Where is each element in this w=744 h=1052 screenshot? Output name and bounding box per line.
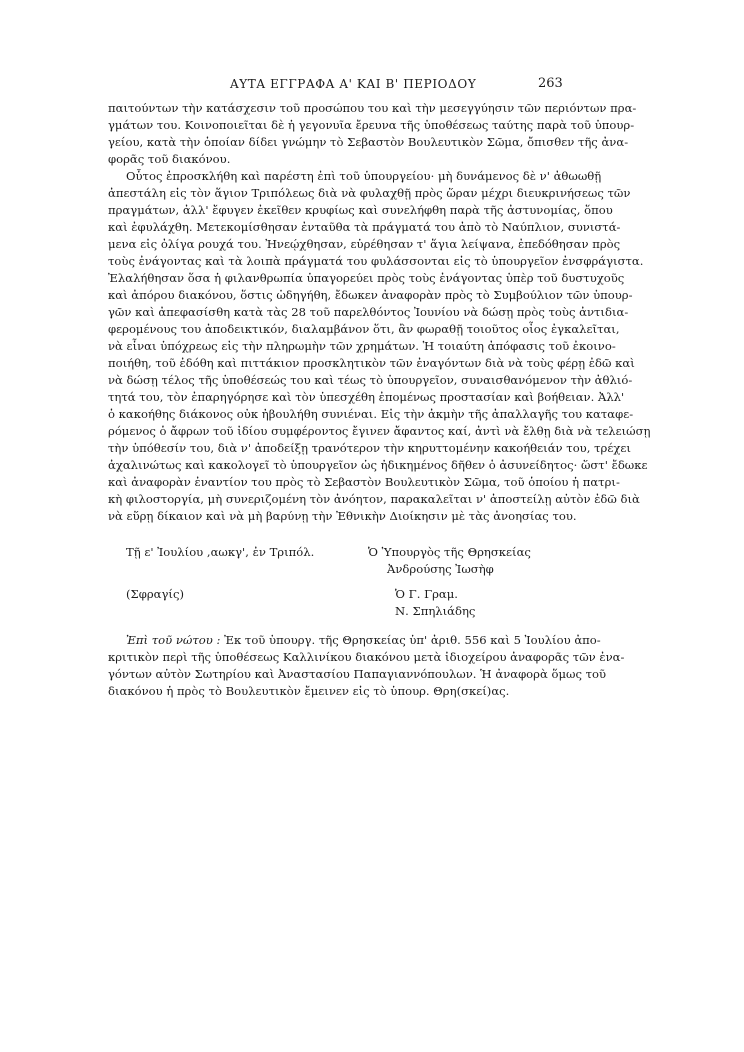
running-header-title: ΑΥΤΑ ΕΓΓΡΑΦΑ Α' ΚΑΙ Β' ΠΕΡΙΟΔΟΥ bbox=[230, 77, 477, 91]
seal-mark: (Σφραγίς) bbox=[126, 587, 184, 601]
note-text: Ἐκ τοῦ ὑπουργ. τῆς Θρησκείας ὑπ' ἀριθ. 556 καὶ 5 Ἰουλίου ἀπο- bbox=[224, 633, 601, 647]
body-line: νὰ δώσῃ τέλος τῆς ὑποθέσεώς του καὶ τέως τὸ ὑπουργεῖον, συναισθανόμενον τὴν ἀθλιό- bbox=[108, 373, 633, 387]
body-line: ποιήθη, τοῦ ἐδόθη καὶ πιττάκιον προσκλητικὸν τῶν ἐναγόντων διὰ νὰ τοὺς φέρῃ ἐδῶ καὶ bbox=[108, 356, 635, 370]
body-line: ρόμενος ὁ ἄφρων τοῦ ἰδίου συμφέροντος ἔγινεν ἄφαντος καί, ἀντὶ νὰ ἔλθῃ διὰ νὰ τελειώσῃ bbox=[108, 424, 651, 438]
body-line: καὶ ἀπόρου διακόνου, ὅστις ὡδηγήθη, ἔδωκεν ἀναφορὰν πρὸς τὸ Συμβούλιον τῶν ὑπουρ- bbox=[108, 288, 633, 302]
body-line: πραγμάτων, ἀλλ' ἔφυγεν ἐκεῖθεν κρυφίως καὶ συνελήφθη παρὰ τῆς ἀστυνομίας, ὅπου bbox=[108, 203, 613, 217]
minister-name: Ἀνδρούσης Ἰωσὴφ bbox=[387, 562, 494, 576]
body-line: ἀχαλινώτως καὶ κακολογεῖ τὸ ὑπουργεῖον ὡς ἠδικημένος δῆθεν ὁ ἀσυνείδητος· ὥστ' ἔδωκε bbox=[108, 458, 648, 472]
date-place: Τῇ ε' Ἰουλίου ,αωκγ', ἐν Τριπόλ. bbox=[126, 545, 315, 559]
body-line: φορᾶς τοῦ διακόνου. bbox=[108, 152, 231, 166]
minister-title: Ὁ Ὑπουργὸς τῆς Θρησκείας bbox=[368, 545, 531, 559]
body-line: Ἐλαλήθησαν ὅσα ἡ φιλανθρωπία ὑπαγορεύει πρὸς τοὺς ἐνάγοντας ὑπὲρ τοῦ δυστυχοῦς bbox=[108, 271, 625, 285]
note-line: γόντων αὐτὸν Σωτηρίου καὶ Ἀναστασίου Παπαγιαννόπουλων. Ἡ ἀναφορὰ ὅμως τοῦ bbox=[108, 667, 607, 681]
body-line: μενα εἰς ὀλίγα ρουχά του. Ἠνεῴχθησαν, εὑρέθησαν τ' ἅγια λείψανα, ἐπεδόθησαν πρὸς bbox=[108, 237, 621, 251]
body-line: ὁ κακοήθης διάκονος οὐκ ἠβουλήθη συνιέναι. Εἰς τὴν ἀκμὴν τῆς ἀπαλλαγῆς του καταφε- bbox=[108, 407, 634, 421]
body-line: νὰ εὕρῃ δίκαιον καὶ νὰ μὴ βαρύνῃ τὴν Ἐθνικὴν Διοίκησιν μὲ τὰς ἀνοησίας του. bbox=[108, 509, 577, 523]
body-line: ἀπεστάλη εἰς τὸν ἅγιον Τριπόλεως διὰ νὰ φυλαχθῇ πρὸς ὥραν μέχρι διευκρινήσεως τῶν bbox=[108, 186, 631, 200]
body-line: γείου, κατὰ τὴν ὁποίαν δίδει γνώμην τὸ Σεβαστὸν Βουλευτικὸν Σῶμα, ὄπισθεν τῆς ἀνα- bbox=[108, 135, 629, 149]
page-number: 263 bbox=[538, 76, 563, 91]
body-line: κὴ φιλοστοργία, μὴ συνεριζομένη τὸν ἀνόητον, παρακαλεῖται ν' ἀποστείλῃ αὐτὸν ἐδῶ διὰ bbox=[108, 492, 640, 506]
body-line: Οὗτος ἐπροσκλήθη καὶ παρέστη ἐπὶ τοῦ ὑπουργείου· μὴ δυνάμενος δὲ ν' ἀθωωθῇ bbox=[126, 169, 602, 183]
body-line: νὰ εἶναι ὑπόχρεως εἰς τὴν πληρωμὴν τῶν χρημάτων. Ἡ τοιαύτη ἀπόφασις τοῦ ἐκοινο- bbox=[108, 339, 616, 353]
body-line: καὶ ἀναφορὰν ἐναντίον του πρὸς τὸ Σεβαστὸν Βουλευτικὸν Σῶμα, τοῦ ὁποίου ἡ πατρι- bbox=[108, 475, 620, 489]
note-label: Ἐπὶ τοῦ νώτου : bbox=[126, 633, 221, 647]
body-line: γμάτων του. Κοινοποιεῖται δὲ ἡ γεγονυῖα ἔρευνα τῆς ὑποθέσεως ταύτης παρὰ τοῦ ὑπουρ- bbox=[108, 118, 635, 132]
secretary-name: Ν. Σπηλιάδης bbox=[395, 604, 476, 618]
body-line: καὶ ἐφυλάχθη. Μετεκομίσθησαν ἐνταῦθα τὰ πράγματά του ἀπὸ τὸ Ναύπλιον, συνιστά- bbox=[108, 220, 621, 234]
body-line: τὴν ὑπόθεσίν του, διὰ ν' ἀποδείξῃ τρανότερον τὴν κηρυττομένην κακοήθειάν του, τρέχει bbox=[108, 441, 631, 455]
body-line: τοὺς ἐνάγοντας καὶ τὰ λοιπὰ πράγματά του φυλάσσονται εἰς τὸ ὑπουργεῖον ἐνσφράγιστα. bbox=[108, 254, 644, 268]
note-line: κριτικὸν περὶ τῆς ὑποθέσεως Καλλινίκου διακόνου μετὰ ἰδιοχείρου ἀναφορᾶς τῶν ἐνα- bbox=[108, 650, 625, 664]
body-line: γῶν καὶ ἀπεφασίσθη κατὰ τὰς 28 τοῦ παρελθόντος Ἰουνίου νὰ δώσῃ πρὸς τοὺς ἀντιδια- bbox=[108, 305, 629, 319]
body-line: παιτούντων τὴν κατάσχεσιν τοῦ προσώπου του καὶ τὴν μεσεγγύησιν τῶν περιόντων πρα- bbox=[108, 101, 637, 115]
secretary-title: Ὁ Γ. Γραμ. bbox=[395, 587, 458, 601]
note-line: διακόνου ἡ πρὸς τὸ Βουλευτικὸν ἔμεινεν εἰς τὸ ὑπουρ. Θρη(σκεί)ας. bbox=[108, 684, 510, 698]
body-line: τητά του, τὸν ἐπαρηγόρησε καὶ τὸν ὑπεσχέθη ἐπομένως προστασίαν καὶ βοήθειαν. Ἀλλ' bbox=[108, 390, 625, 404]
note-line bbox=[126, 632, 601, 648]
body-line: φερομένους του ἀποδεικτικόν, διαλαμβάνον ὅτι, ἂν φωραθῇ τοιοῦτος οἷος ἐγκαλεῖται, bbox=[108, 322, 620, 336]
